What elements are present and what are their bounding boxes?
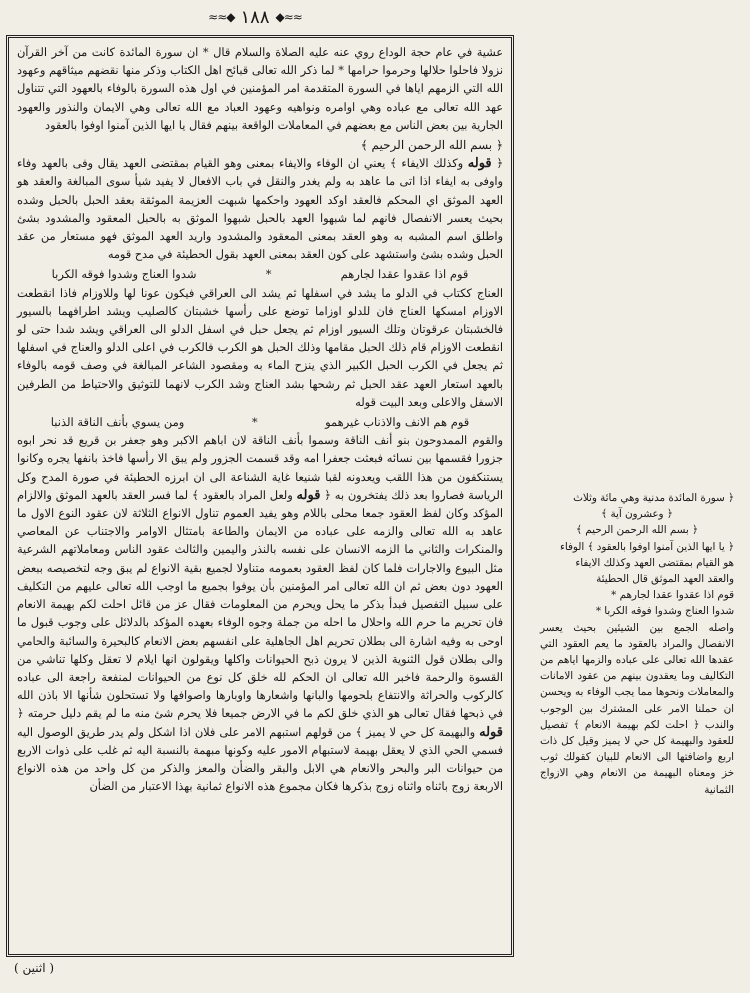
side-line: ﴿ يا ايها الذين آمنوا اوفوا بالعقود ﴾ الوفاء — [559, 540, 734, 553]
paragraph: عشية في عام حجة الوداع روي عنه عليه الصلاة والسلام قال * ان سورة المائدة كانت من آخر القرآن نزولا فاحلوا حلالها وحرموا حرامها * لما ذكر الله تعالى قبائح اهل الكتاب وذكر منها نقضهم ميثاقهم وعهود الله التي الزمهم اياها في السورة المتقدمة امر المؤمنين في اول هذه السورة بالوفاء بالعهود التي تتناول عهد الله تعالى مع عباده وهي اوامره ونواهيه وعهود العباد مع الله تعالى وهي الايمان والنذور والعهود الجارية بين بعض الناس مع بعضهم في المعاملات الواقعة بينهم فقال يا ايها الذين آمنوا اوفوا بالعقود — [17, 46, 503, 132]
verse-separator: * — [265, 267, 272, 282]
side-line: هو القيام بمقتضى العهد وكذلك الايفاء — [575, 556, 734, 569]
verse-separator: * — [251, 415, 258, 430]
side-line: قوم اذا عقدوا عقدا لجارهم * — [611, 589, 734, 602]
paragraph: العناج ككتاب في الدلو ما يشد في اسفلها ثم يشد الى العراقي فيكون عونا لها وللاوزام فاذا انقطعت الاوزام امسكها العناج فان للدلو اوزاما توضع على رأسها خشبتان كالصليب ويشد اطرافهما بالسيور فالخشبتان عرقوتان وتلك السيور اوزام ثم يجعل حبل في اسفل الدلو الى العراقي ويشد شدا حتى لو انقطعت الاوزام قام ذلك الحبل مقامها وذلك الحبل هو الكرب فالكرب في اعلى الدلو والعناج في اسفلها ثم يجعل في الكرب الحبل الكبير الذي ينزح الماء به ومقصود الشاعر المبالغة في وصف قومه بالوفاء بالعهد استعار العهد عقد الحبل ثم رشحها بشد العناج وشد الكرب لانهما للتوثيق والاحتياط من الطرفين الاسفل والاعلى وبعد البيت قوله — [17, 286, 503, 409]
catchword: ( اثنين ) — [14, 961, 55, 975]
verse-hemistich: ومن يسوي بأنف الناقة الذنبا — [50, 415, 185, 430]
keyword: قوله — [479, 724, 503, 740]
basmala: ﴿ بسم الله الرحمن الرحيم ﴾ — [360, 138, 503, 153]
side-line: ﴿ وعشرون آية ﴾ — [601, 508, 673, 521]
page-header — [0, 2, 510, 32]
keyword: قوله — [296, 487, 321, 503]
main-commentary — [17, 44, 503, 796]
main-text-frame — [6, 35, 514, 957]
side-line: شدوا العناج وشدوا فوقه الكربا * — [595, 605, 734, 618]
verse-hemistich: قوم اذا عقدوا عقدا لجارهم — [340, 267, 469, 282]
header-ornament-icon: ◆≈≈ — [275, 10, 302, 24]
side-line: ﴿ بسم الله الرحمن الرحيم ﴾ — [575, 524, 699, 537]
keyword: قوله — [467, 156, 492, 172]
paragraph: والقوم الممدوحون بنو أنف الناقة وسموا بأنف الناقة لان اباهم الاكبر وهو جعفر بن قريع قد نحر ابوه جزورا فقسمها بين نسائه فبعثت جعفرا امه وقد قسمت الجزور ولم يبق الا رأسها فاخذ بانفها يجره وكانوا يستنكفون من هذا اللقب ويعدونه لقبا شنيعا غاية الشناعة الى ان ابرزه الحطيئة في صورة المدح وكل الرياسة فصاروا بعد ذلك يفتخرون به ﴿ قوله ولعل المراد بالعقود ﴾ لما فسر العقد بالعهد الموثق والالزام المؤكد وكان لفظ العقود جمعا محلى باللام وهو يفيد العموم تناول الانواع الثلاثة لان عقود النوع الاول ما عاهد به الله تعالى والزمه على عباده من الايمان والطاعة بامتثال الاوامر والاجتناب عن المعاصي والمنكرات والثاني ما الزمه الانسان على نفسه بالنذر واليمين والثالث عقود الناس ومعاملاتهم الشرعية مثل البيوع والاجارات فلما كان لفظ العقود بعمومه متناولا لجميع بقية الانواع لم يبق وجه لتخصيصه ببعض العهود دون بعض ثم ان الله تعالى امر المؤمنين بأن يوفوا بجميع ما اوجب الله تعالى عليهم من التكليف على سبيل التفصيل فبدأ بذكر ما يحل ويحرم من المعلومات فقال عز من قائل احلت لكم بهيمة الانعام فان تحريم ما حرم الله واحلال ما احله من جملة وجوه الوفاء بعهده المؤكد بالدلائل على وجوب قبول ما اوحى به وفيه اشارة الى بطلان تحريم اهل الجاهلية على انفسهم بعض الانعام كالبحيرة والسائبة والحامي والى بطلان قول الثنوية الذين لا يرون ذبح الحيوانات واكلها ويقولون انها ايلام لا تعقل وكلها تناشي من القسوة والرحمة فاخبر الله تعالى ان الحكم لله خلق كل نوع من الحيوانات لمنفعة راجعة الى عباده كالركوب والحراثة والانتفاع بلحومها والبانها واشعارها واوبارها واصوافها ولا تستحلون شأنها الا باذن الله في ذبحها فقال تعالى هو الذي خلق لكم ما في الارض جميعا فلا يحرم شئ منه ما لم يقم دليل حرمته ﴿ قوله والبهيمة كل حي لا يميز ﴾ من قولهم استبهم الامر على فلان اذا اشكل ولم يدر طريق الوصول اليه فسمي الحي الذي لا يعقل بهيمة لاستبهام الامور عليه وكونها مبهمة بالنسبة اليه ثم غلب على ذوات الاربع من حيوانات البر والبحر والانعام هي الابل والبقر والضأن والمعز والذكر من كل واحد من هذه الانواع الاربعة زوج باثناه واثناه زوج بذكرها فكان مجموع هذه الانواع ثمانية بهذا الاعتبار من الضأن — [17, 434, 503, 794]
verse-hemistich: قوم هم الانف والاذناب غيرهمو — [325, 415, 470, 430]
paragraph: ﴿ قوله وكذلك الايفاء ﴾ يعني ان الوفاء والايفاء بمعنى وهو القيام بمقتضى العهد يقال وفى بالعهد وفاء واوفى به ايفاء اذا اتى ما عاهد به ولم يغدر والنقل في باب الافعال لا يفيد شيأ سوى المبالغة والعقد هو العهد الموثق اي المحكم فالعقد اوكد العهود واحكمها شبهت العزيمة الموثقة بعقد الحبل بالحبل وشده بحيث يعسر الانفصال فانهم لما شبهوا العهد بالحبل شبهوا الموثق به بالحبل المعقود والمشدود بشئ واطلق اسم المشبه به وهو العقد بمعنى المعقود والمشدود واريد العهد الموثق فهو مستعار من عقد الحبل وشده بشئ واستشهد على كون العقد بمعنى العهد بقول الحطيئة في مدح قومه — [17, 156, 503, 262]
page-number: ١٨٨ — [240, 6, 270, 28]
poem-verse — [17, 413, 503, 431]
paragraph-body: ولعل المراد بالعقود ﴾ لما فسر العقد بالعهد الموثق والالزام المؤكد وكان لفظ العقود جمعا محلى باللام وهو يفيد العموم تناول الانواع الثلاثة لان عقود النوع الاول ما عاهد به الله تعالى والزمه على عباده من الايمان والطاعة بامتثال الاوامر والاجتناب عن المعاصي والمنكرات والثاني ما الزمه الانسان على نفسه بالنذر واليمين والثالث عقود الناس ومعاملاتهم الشرعية مثل البيوع والاجارات فلما كان لفظ العقود بعمومه متناولا لجميع بقية الانواع لم يبق وجه لتخصيصه ببعض العهود دون بعض ثم ان الله تعالى امر المؤمنين بأن يوفوا بجميع ما اوجب الله تعالى عليهم من التكليف على سبيل التفصيل فبدأ بذكر ما يحل ويحرم من المعلومات فقال عز من قائل احلت لكم بهيمة الانعام فان تحريم ما حرم الله واحلال ما احله من جملة وجوه الوفاء بعهده المؤكد بالدلائل على وجوب قبول ما اوحى به وفيه اشارة الى بطلان تحريم اهل الجاهلية على انفسهم بعض الانعام كالبحيرة والسائبة والحامي والى بطلان قول الثنوية الذين لا يرون ذبح الحيوانات واكلها ويقولون انها ايلام لا تعقل وكلها تناشي من القسوة والرحمة فاخبر الله تعالى ان الحكم لله خلق كل نوع من الحيوانات لمنفعة راجعة الى عباده كالركوب والحراثة والانتفاع بلحومها والبانها واشعارها واوبارها واصوافها ولا تستحلون شأنها الا باذن الله في ذبحها فقال تعالى هو الذي خلق لكم ما في الارض جميعا فلا يحرم شئ منه ما لم يقم دليل حرمته — [17, 488, 503, 721]
side-line: والعقد العهد الموثق قال الحطيئة — [596, 573, 734, 586]
verse-hemistich: شدوا العناج وشدوا فوقه الكربا — [51, 267, 197, 282]
side-line: ﴿ سورة المائدة مدنية وهي مائة وثلاث — [573, 492, 734, 504]
marginal-quran-text — [540, 490, 734, 798]
paragraph-body: وكذلك الايفاء ﴾ يعني ان الوفاء والايفاء بمعنى وهو القيام بمقتضى العهد يقال وفى بالعهد وفاء واوفى به ايفاء اذا اتى ما عاهد به ولم يغدر والنقل في باب الافعال لا يفيد شيأ سوى المبالغة والعقد هو العهد الموثق اي المحكم فالعقد اوكد العهود واحكمها شبهت العزيمة الموثقة بعقد الحبل بالحبل وشده بحيث يعسر الانفصال فانهم لما شبهوا العهد بالحبل شبهوا الموثق به بالحبل المعقود والمشدود بشئ واطلق اسم المشبه به وهو العقد بمعنى المعقود والمشدود واريد العهد الموثق فهو مستعار من عقد الحبل وشده بشئ واستشهد على كون العقد بمعنى العهد بقول الحطيئة في مدح قومه — [17, 157, 503, 262]
paragraph-body: والقوم الممدوحون بنو أنف الناقة وسموا بأنف الناقة لان اباهم الاكبر وهو جعفر بن قريع قد نحر ابوه جزورا فقسمها بين نسائه فبعثت جعفرا امه وقد قسمت الجزور ولم يبق الا رأسها فاخذ بانفها يجره وكانوا يستنكفون من هذا اللقب ويعدونه لقبا شنيعا غاية الشناعة الى ان ابرزه الحطيئة في صورة المدح وكل الرياسة فصاروا بعد ذلك يفتخرون به — [17, 434, 503, 502]
poem-verse — [17, 265, 503, 283]
paragraph-body: والبهيمة كل حي لا يميز ﴾ من قولهم استبهم الامر على فلان اذا اشكل ولم يدر طريق الوصول اليه فسمي الحي الذي لا يعقل بهيمة لاستبهام الامور عليه وكونها مبهمة بالنسبة اليه ثم غلب على ذوات الاربع من حيوانات البر والبحر والانعام هي الابل والبقر والضأن والمعز والذكر من كل واحد من هذه الانواع الاربعة زوج باثناه واثناه زوج بذكرها فكان مجموع هذه الانواع ثمانية بهذا الاعتبار من الضأن — [17, 725, 503, 794]
side-line: واصله الجمع بين الشيئين بحيث يعسر الانفصال والمراد بالعقود ما يعم العقود التي عقدها الله تعالى على عباده والزمها اياهم من التكاليف وما يعقدون بينهم من عقود الامانات والمعاملات ونحوها مما يجب الوفاء به ويحسن ان حملنا الامر على المشترك بين الوجوب والندب ﴿ احلت لكم بهيمة الانعام ﴾ تفصيل للعقود والبهيمة كل حي لا يميز وقيل كل ذات اربع واضافتها الى الانعام للبيان كقولك ثوب خز ومعناه البهيمة من الانعام وهي الازواج الثمانية — [540, 621, 734, 796]
header-ornament-icon: ≈≈◆ — [208, 10, 235, 24]
